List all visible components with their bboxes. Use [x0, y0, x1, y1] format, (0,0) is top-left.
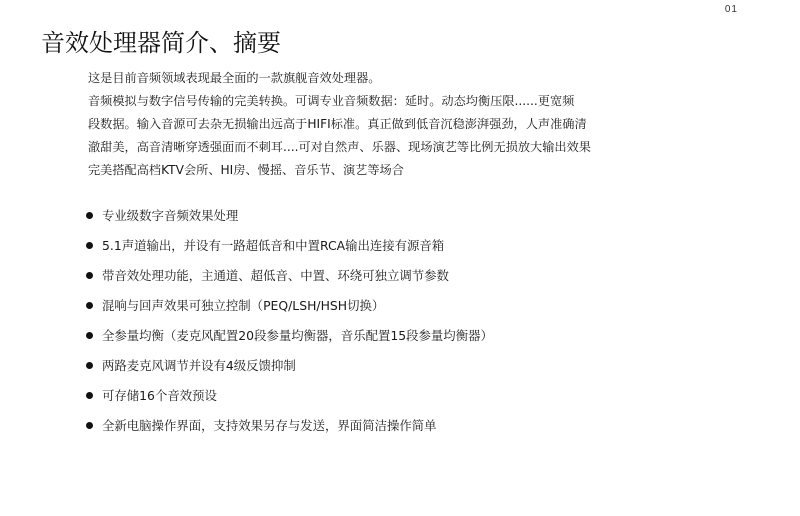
feature-item: [86, 290, 493, 320]
bullet-icon: [86, 392, 93, 399]
feature-text: 两路麦克风调节并设有4级反馈抑制: [102, 358, 296, 373]
bullet-icon: [86, 362, 93, 369]
feature-text: 全新电脑操作界面，支持效果另存与发送，界面简洁操作简单: [102, 418, 437, 433]
feature-text: 5.1声道输出，并设有一路超低音和中置RCA输出连接有源音箱: [102, 238, 445, 253]
bullet-icon: [86, 272, 93, 279]
intro-line: 音频模拟与数字信号传输的完美转换。可调专业音频数据：延时。动态均衡压限......更宽频: [88, 94, 575, 108]
feature-text: 可存储16个音效预设: [102, 388, 217, 403]
feature-item: [86, 200, 493, 230]
feature-text: 混响与回声效果可独立控制（PEQ/LSH/HSH切换）: [102, 298, 385, 313]
feature-item: [86, 410, 493, 440]
page-number: 01: [724, 4, 738, 15]
feature-text: 全参量均衡（麦克风配置20段参量均衡器，音乐配置15段参量均衡器）: [102, 328, 493, 343]
bullet-icon: [86, 302, 93, 309]
intro-line: 段数据。输入音源可去杂无损输出远高于HIFI标准。真正做到低音沉稳澎湃强劲，人声准确清: [88, 117, 587, 131]
bullet-icon: [86, 332, 93, 339]
bullet-icon: [86, 242, 93, 249]
intro-line: 这是目前音频领域表现最全面的一款旗舰音效处理器。: [88, 71, 381, 85]
feature-text: 带音效处理功能，主通道、超低音、中置、环绕可独立调节参数: [102, 268, 449, 283]
page-title: 音效处理器简介、摘要: [41, 29, 281, 57]
feature-text: 专业级数字音频效果处理: [102, 208, 239, 223]
bullet-icon: [86, 422, 93, 429]
bullet-icon: [86, 212, 93, 219]
feature-list: [86, 200, 493, 440]
intro-line: 完美搭配高档KTV会所、HI房、慢摇、音乐节、演艺等场合: [88, 163, 404, 177]
intro-line: 澈甜美，高音清晰穿透强面而不刺耳....可对自然声、乐器、现场演艺等比例无损放大输出效果: [88, 140, 591, 154]
intro-section: [88, 68, 668, 183]
feature-item: [86, 320, 493, 350]
feature-item: [86, 380, 493, 410]
feature-item: [86, 350, 493, 380]
feature-item: [86, 230, 493, 260]
feature-item: [86, 260, 493, 290]
